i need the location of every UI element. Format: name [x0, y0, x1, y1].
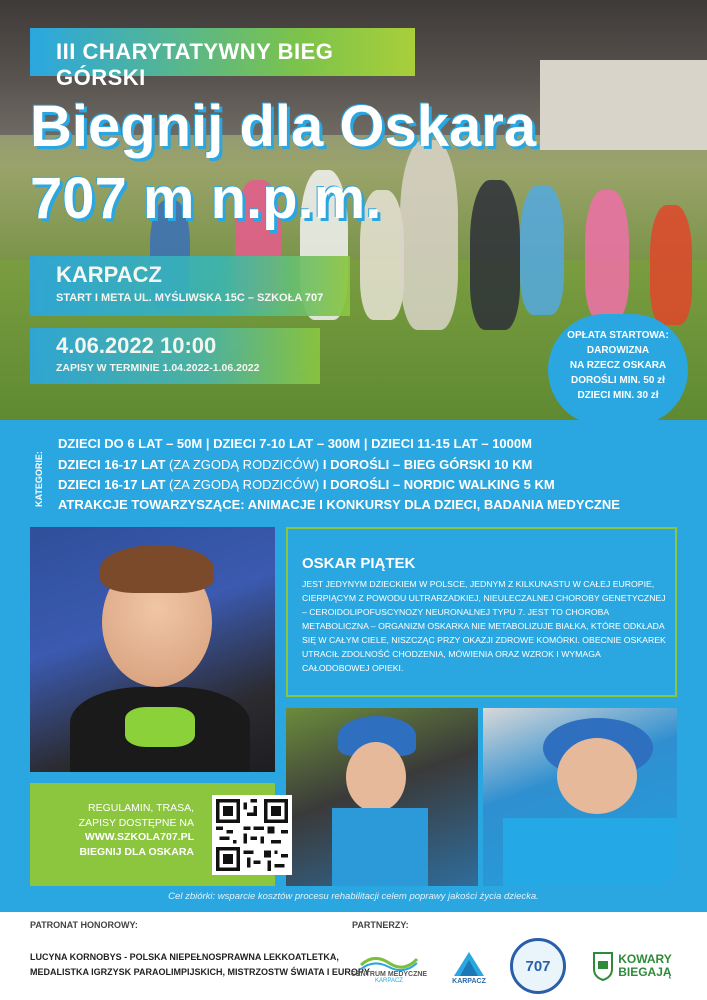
event-subtitle: III CHARYTATYWNY BIEG GÓRSKI [56, 39, 334, 90]
category-row-part: DZIECI 16-17 LAT [58, 477, 170, 492]
registration-url[interactable]: WWW.SZKOLA707.PL [84, 831, 194, 843]
runner-figure [520, 185, 564, 315]
event-datetime: 4.06.2022 10:00 [56, 333, 217, 358]
event-title: Biegnij dla Oskara [30, 94, 537, 159]
oskar-wheelchair-photo [286, 708, 478, 886]
category-row-note: (ZA ZGODĄ RODZICÓW) [169, 457, 320, 472]
patron-desc-2: MEDALISTKA IGRZYSK PARAOLIMPIJSKICH, MISTRZOSTW ŚWIATA I EUROPY [30, 967, 370, 977]
wave-icon [359, 951, 419, 971]
patron-name: LUCYNA KORNOBYS [30, 952, 122, 962]
partner-logo-kowary-biegaja[interactable] [582, 946, 682, 986]
oskar-lying-photo [483, 708, 677, 886]
location-box [30, 256, 350, 316]
footer [0, 912, 707, 1000]
partner-name: CENTRUM MEDYCZNE [350, 970, 428, 978]
partner-name: KARPACZ [452, 977, 486, 985]
category-row [58, 457, 532, 472]
partners-label: PARTNERZY: [352, 920, 409, 930]
category-row: ATRAKCJE TOWARZYSZĄCE: ANIMACJE I KONKURSY DLA DZIECI, BADANIA MEDYCZNE [58, 497, 620, 512]
partner-name-block [618, 953, 672, 979]
partner-name: 707 [525, 957, 551, 975]
partner-logo-szkola-707[interactable] [510, 938, 566, 994]
partner-logo-centrum-medyczne[interactable] [350, 942, 428, 992]
oskar-portrait-photo [30, 527, 275, 772]
oskar-shirt [332, 808, 428, 886]
patron-info [30, 950, 370, 980]
patronage-label: PATRONAT HONOROWY: [30, 920, 138, 930]
patron-desc: - POLSKA NIEPEŁNOSPRAWNA LEKKOATLETKA, [121, 952, 339, 962]
fee-line: DOROŚLI MIN. 50 zł [571, 375, 665, 386]
hero-building-right [540, 60, 707, 150]
categories-label: KATEGORIE: [34, 451, 44, 507]
fee-line: OPŁATA STARTOWA: [567, 330, 669, 341]
category-row-note: (ZA ZGODĄ RODZICÓW) [169, 477, 320, 492]
oskar-shirt [503, 818, 677, 886]
fee-line: DZIECI MIN. 30 zł [577, 390, 659, 401]
category-row-part: DZIECI 16-17 LAT [58, 457, 170, 472]
location-address: START I META UL. MYŚLIWSKA 15C – SZKOŁA 707 [56, 292, 324, 304]
runner-figure [470, 180, 520, 330]
partner-sub: KARPACZ [375, 977, 403, 984]
event-subtitle-bar [30, 28, 415, 90]
bio-box [286, 527, 677, 697]
partner-name: KOWARY [618, 952, 672, 966]
fee-line: NA RZECZ OSKARA [569, 360, 667, 371]
bio-text: JEST JEDYNYM DZIECKIEM W POLSCE, JEDNYM Z KILKUNASTU W CAŁEJ EUROPIE, CIERPIĄCYM Z POWODU ULTRARZADKIEJ, NIEULECZALNEJ CHOROBY GENETYCZNEJ – CEROIDOLIPOFUSCYNOZY NEURONALNEJ TYPU 7. JEST TO CHOROBA METABOLICZNA – ORGANIZM OSKARKA NIE METABOLIZUJE BIAŁKA, KTÓRE ODKŁADA SIĘ W CAŁYM CIELE, NISZCZĄC PRZY OKAZJI ZDROWE KOMÓRKI. OBECNIE OSKAREK UTRACIŁ ZDOLNOŚĆ CHODZENIA, MÓWIENIA ORAZ WZROK I WYMAGA CAŁODOBOWEJ OPIEKI. [302, 579, 666, 673]
fee-badge [548, 314, 688, 426]
qr-code[interactable] [212, 795, 292, 875]
registration-text [38, 801, 194, 859]
registration-line: ZAPISY DOSTĘPNE NA [78, 816, 194, 829]
category-row-part: I DOROŚLI – NORDIC WALKING 5 KM [319, 477, 555, 492]
fundraising-goal: Cel zbiórki: wsparcie kosztów procesu rehabilitacji celem poprawy jakości życia dziecka. [168, 891, 539, 902]
shirt-print [125, 707, 195, 747]
runner-figure [400, 140, 458, 330]
category-row [58, 477, 555, 492]
bio-name: OSKAR PIĄTEK [302, 555, 416, 572]
runner-figure [585, 190, 629, 320]
registration-line: BIEGNIJ DLA OSKARA [79, 845, 194, 858]
partner-logo-karpacz[interactable] [447, 942, 491, 992]
oskar-hair [100, 545, 214, 593]
mountain-icon [452, 950, 486, 978]
oskar-face [557, 738, 637, 814]
category-row: DZIECI DO 6 LAT – 50M | DZIECI 7-10 LAT – 300M | DZIECI 11-15 LAT – 1000M [58, 436, 532, 451]
shield-icon [592, 951, 614, 981]
category-row-part: I DOROŚLI – BIEG GÓRSKI 10 KM [319, 457, 533, 472]
oskar-face [346, 742, 406, 812]
qr-code-icon [216, 799, 288, 871]
runner-figure [650, 205, 692, 325]
location-city: KARPACZ [56, 262, 162, 287]
registration-period: ZAPISY W TERMINIE 1.04.2022-1.06.2022 [56, 362, 260, 374]
event-altitude: 707 m n.p.m. [30, 166, 382, 231]
registration-line: REGULAMIN, TRASA, [88, 802, 194, 814]
fee-line: DAROWIZNA [586, 345, 650, 356]
registration-box [30, 783, 275, 886]
partner-name: BIEGAJĄ [618, 965, 672, 979]
date-box [30, 328, 320, 384]
